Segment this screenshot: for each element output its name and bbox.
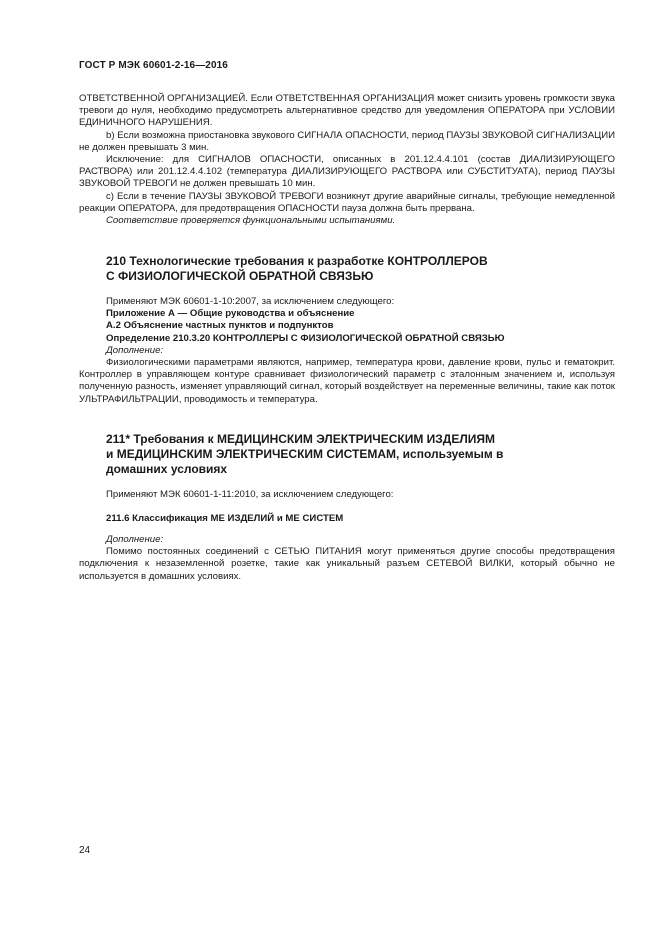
section-211-subclause: 211.6 Классификация МЕ ИЗДЕЛИЙ и МЕ СИСТЕМ [106,513,344,524]
section-211-applies-block [79,489,615,501]
section-211-heading [106,432,576,477]
intro-block [79,93,615,227]
compliance-note: Соответствие проверяется функциональными испытаниями. [106,215,396,227]
section-210-clause: А.2 Объяснение частных пунктов и подпунктов [106,320,334,332]
section-210-heading [106,254,576,284]
section-211-subclause-block [79,513,615,525]
section-211-title-line3: домашних условиях [106,462,228,476]
section-211-title-line2: и МЕДИЦИНСКИМ ЭЛЕКТРИЧЕСКИМ СИСТЕМАМ, используемым в [106,447,504,461]
document-header: ГОСТ Р МЭК 60601-2-16—2016 [79,60,228,71]
page-number: 24 [79,845,91,856]
section-211-applies: Применяют МЭК 60601-1-11:2010, за исключением следующего: [106,489,394,500]
section-210-annex: Приложение А — Общие руководства и объяснение [106,308,355,320]
section-211-title-line1: 211* Требования к МЕДИЦИНСКИМ ЭЛЕКТРИЧЕСКИМ ИЗДЕЛИЯМ [106,432,496,446]
section-210-addition: Дополнение: [106,344,164,356]
section-211-text: Помимо постоянных соединений с СЕТЬЮ ПИТАНИЯ могут применяться другие способы предотвращения подключения к незаземленной розетке, такие как уникальный разъем СЕТЕВОЙ ВИЛКИ, который обычно не используется в домашних условиях. [79,546,615,582]
section-210-text: Физиологическими параметрами являются, например, температура крови, давление крови, пульс и гематокрит. Контроллер в управляющем контуре сравнивает физиологический параметр с эталонным значением и, используя полученную разность, изменяет управляющий сигнал, который воздействует на переменные величины, такие как поток УЛЬТРАФИЛЬТРАЦИИ, проводимость и температура. [79,357,615,405]
intro-paragraph: ОТВЕТСТВЕННОЙ ОРГАНИЗАЦИЕЙ. Если ОТВЕТСТВЕННАЯ ОРГАНИЗАЦИЯ может снизить уровень громкости звука тревоги до нуля, необходимо предусмотреть альтернативное средство для уведомления ОПЕРАТОРА при УСЛОВИИ ЕДИНИЧНОГО НАРУШЕНИЯ. [79,93,615,129]
exception-paragraph: Исключение: для СИГНАЛОВ ОПАСНОСТИ, описанных в 201.12.4.4.101 (состав ДИАЛИЗИРУЮЩЕГО РАСТВОРА) или 201.12.4.4.102 (температура ДИАЛИЗИРУЮЩЕГО РАСТВОРА или СУБСТИТУАТА), период ПАУЗЫ ЗВУКОВОЙ ТРЕВОГИ не должен превышать 10 мин. [79,154,615,190]
section-211-body [79,534,615,583]
section-210-applies: Применяют МЭК 60601-1-10:2007, за исключением следующего: [106,296,395,307]
section-210-definition: Определение 210.3.20 КОНТРОЛЛЕРЫ С ФИЗИОЛОГИЧЕСКОЙ ОБРАТНОЙ СВЯЗЬЮ [106,332,505,344]
item-c-paragraph: c) Если в течение ПАУЗЫ ЗВУКОВОЙ ТРЕВОГИ возникнут другие аварийные сигналы, требующие немедленной реакции ОПЕРАТОРА, для предотвращения ОПАСНОСТИ пауза должна быть прервана. [79,190,615,214]
section-210-title-line1: 210 Технологические требования к разработке КОНТРОЛЛЕРОВ [106,254,488,268]
section-210-body [79,296,615,406]
item-b-paragraph: b) Если возможна приостановка звукового СИГНАЛА ОПАСНОСТИ, период ПАУЗЫ ЗВУКОВОЙ СИГНАЛИЗАЦИИ не должен превышать 3 мин. [79,129,615,153]
section-211-addition: Дополнение: [106,534,164,545]
section-210-title-line2: С ФИЗИОЛОГИЧЕСКОЙ ОБРАТНОЙ СВЯЗЬЮ [106,269,374,283]
